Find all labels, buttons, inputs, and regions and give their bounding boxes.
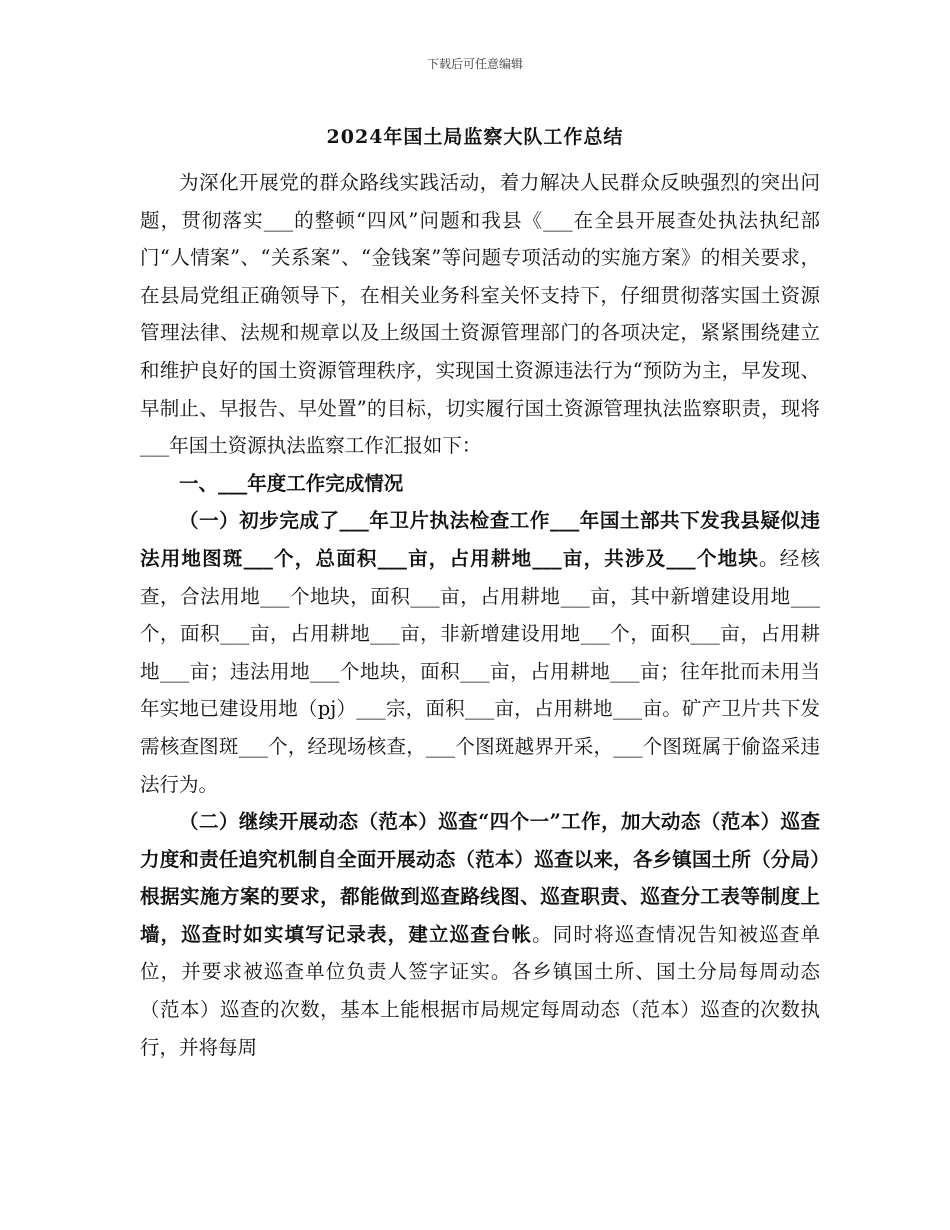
- intro-paragraph: [140, 164, 820, 465]
- section-heading: [140, 465, 820, 503]
- subsection-lead: （二）继续开展动态（范本）巡查“四个一”工作，加大动态（范本）巡查力度和责任追究机制自全面开展动态（范本）巡查以来，各乡镇国土所（分局）根据实施方案的要求，都能做到巡查路线图、巡查职责、巡查分工表等制度上墙，巡查时如实填写记录表，建立巡查台帐: [140, 810, 820, 946]
- paragraph-text: 。同时将巡查情况告知被巡查单位，并要求被巡查单位负责人签字证实。各乡镇国土所、国土分局每周动态（范本）巡查的次数，基本上能根据市局规定每周动态（范本）巡查的次数执行，并将每周: [140, 922, 820, 1059]
- document-body: [140, 164, 820, 1066]
- paragraph-text: 为深化开展党的群众路线实践活动，着力解决人民群众反映强烈的突出问题，贯彻落实___的整顿“四风”问题和我县《___在全县开展查处执法执纪部门“人情案”、“关系案”、“金钱案”等问题专项活动的实施方案》的相关要求，在县局党组正确领导下，在相关业务科室关怀支持下，仔细贯彻落实国土资源管理法律、法规和规章以及上级国土资源管理部门的各项决定，紧紧围绕建立和维护良好的国土资源管理秩序，实现国土资源违法行为“预防为主，早发现、早制止、早报告、早处置”的目标，切实履行国土资源管理执法监察职责，现将___年国土资源执法监察工作汇报如下：: [140, 171, 820, 458]
- document-title: 2024年国土局监察大队工作总结: [326, 126, 624, 148]
- subsection-paragraph-2: [140, 803, 820, 1066]
- header-note: 下载后可任意编辑: [426, 57, 523, 71]
- subsection-lead: （一）初步完成了___年卫片执法检查工作___年国土部共下发我县疑似违法用地图斑___个，总面积___亩，占用耕地___亩，共涉及___个地块: [140, 509, 820, 570]
- paragraph-text: 。经核查，合法用地___个地块，面积___亩，占用耕地___亩，其中新增建设用地___个，面积___亩，占用耕地___亩，非新增建设用地___个，面积___亩，占用耕地___亩；违法用地___个地块，面积___亩，占用耕地___亩；往年批而未用当年实地已建设用地（pj）___宗，面积___亩，占用耕地___亩。矿产卫片共下发需核查图斑___个，经现场核查，___个图斑越界开采，___个图斑属于偷盗采违法行为。: [140, 546, 820, 796]
- subsection-paragraph-1: [140, 502, 820, 803]
- section-heading-text: 一、___年度工作完成情况: [179, 471, 404, 495]
